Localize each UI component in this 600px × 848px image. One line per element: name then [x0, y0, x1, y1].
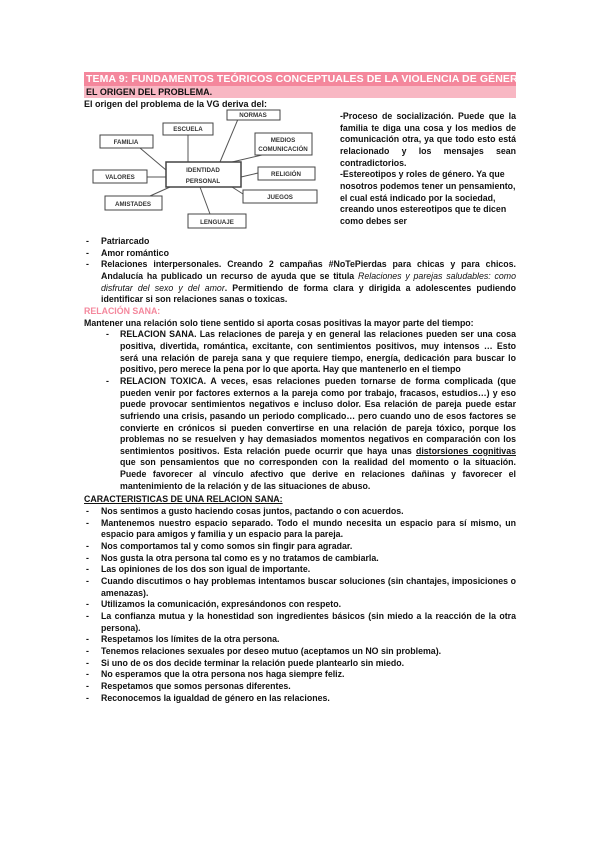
socialization-paragraph: -Proceso de socialización. Puede que la familia te diga una cosa y los medios de comunicación otra, ya que todo esto está relacionado y los mensajes sean contradictorios.	[340, 111, 516, 168]
underlined-term: distorsiones cognitivas	[415, 445, 516, 456]
label-escuela: ESCUELA	[173, 126, 203, 133]
text: que son pensamientos que no corresponden con la realidad del momento o la situación. Puede favorecer al vínculo afectivo que derive en relaciones dañinas y favorecer el mantenimiento de la relación y de las situaciones de abuso.	[120, 457, 516, 491]
section-subtitle: EL ORIGEN DEL PROBLEMA.	[84, 86, 516, 98]
label-lenguaje: LENGUAJE	[200, 219, 234, 226]
text: RELACION TOXICA. A veces, esas relaciones pueden tornarse de forma complicada (que pueden venir por factores externos a la pareja como por trabajo, fracasos, estudios…) y eso puede provocar sentimientos negativos e incluso dolor. Esa relación de pareja puede estar sufriendo una crisis, pasando un periodo complicado… pero cuando uno de esos factores se convierte en crónicos si pueden convertirse en una relación de pareja tóxico, porque los problemas no se resuelven y hay demasiados momentos negativos en comparación con los sentimientos positivos. Esta relación puede ocurrir que haya unas	[120, 375, 516, 456]
list-item: - Mantenemos nuestro espacio separado. Todo el mundo necesita un espacio para sí mismo, un espacio para amigos y familia y un espacio para la pareja.	[84, 518, 516, 541]
list-item: - Amor romántico	[84, 248, 516, 260]
list-item: - Nos gusta la otra persona tal como es y no tratamos de cambiarla.	[84, 553, 516, 565]
label-valores: VALORES	[105, 174, 135, 181]
list-item: - Reconocemos la igualdad de género en las relaciones.	[84, 693, 516, 705]
list-item: - Patriarcado	[84, 236, 516, 248]
list-item: - Tenemos relaciones sexuales por deseo mutuo (aceptamos un NO sin problema).	[84, 646, 516, 658]
list-item: - Las opiniones de los dos son igual de importante.	[84, 564, 516, 576]
list-item: - Cuando discutimos o hay problemas intentamos buscar soluciones (sin chantajes, imposiciones o amenazas).	[84, 576, 516, 599]
list-item	[84, 376, 516, 493]
list-item: - Nos sentimos a gusto haciendo cosas juntos, pactando o con acuerdos.	[84, 506, 516, 518]
list-item: - RELACION SANA. Las relaciones de pareja y en general las relaciones pueden ser una cosa positiva, divertida, romántica, excitante, con sentimientos positivos, muy intensos … Esto será una relación de pareja sana y que requiere tiempo, energía, dedicación para buscar lo positivo, pero merece la pena por lo que aporta. Hay que mantenerlo en el tiempo	[84, 329, 516, 376]
list-item: - Si uno de os dos decide terminar la relación puede plantearlo sin miedo.	[84, 658, 516, 670]
sana-heading: RELACIÓN SANA:	[84, 305, 161, 316]
label-identidad: IDENTIDAD	[186, 167, 220, 174]
label-familia: FAMILIA	[113, 139, 139, 146]
origin-intro: El origen del problema de la VG deriva del:	[84, 99, 268, 109]
label-religion: RELIGIÓN	[271, 171, 301, 178]
sana-intro: Mantener una relación solo tiene sentido si aporta cosas positivas la mayor parte del tiempo:	[84, 317, 474, 328]
socialization-notes	[340, 111, 516, 228]
caracteristicas-heading: CARACTERISTICAS DE UNA RELACION SANA:	[84, 494, 283, 505]
stereotypes-paragraph: -Estereotipos y roles de género. Ya que nosotros podemos tener un pensamiento, el cual está indicado por la sociedad, creando unos estereotipos que te dicen como debes ser	[340, 169, 516, 226]
label-medios: MEDIOS	[270, 137, 296, 144]
label-comunicacion: COMUNICACIÓN	[258, 146, 308, 153]
list-item: - Respetamos que somos personas diferentes.	[84, 681, 516, 693]
label-juegos: JUEGOS	[267, 194, 293, 201]
main-content	[84, 236, 516, 704]
text: Relaciones interpersonales. Creando 2 campañas #NoTePierdas para chicas y para chicos. Andalucía ha publicado un recurso de ayuda que se titula	[101, 259, 516, 281]
identity-diagram	[84, 108, 329, 238]
list-item: - No esperamos que la otra persona nos haga siempre feliz.	[84, 669, 516, 681]
text: . Permitiendo de forma clara y dirigida a adolescentes pudiendo identificar si son relaciones sanas o toxicas.	[101, 282, 516, 305]
origin-list	[84, 236, 516, 306]
caracteristicas-list	[84, 506, 516, 704]
list-item: - Respetamos los límites de la otra persona.	[84, 634, 516, 646]
label-normas: NORMAS	[239, 112, 267, 119]
list-item: - La confianza mutua y la honestidad son ingredientes básicos (sin miedo a la reacción de la otra persona).	[84, 611, 516, 634]
list-item: - Nos comportamos tal y como somos sin fingir para agradar.	[84, 541, 516, 553]
list-item: - Utilizamos la comunicación, expresándonos con respeto.	[84, 599, 516, 611]
label-amistades: AMISTADES	[115, 201, 151, 208]
label-personal: PERSONAL	[185, 178, 221, 185]
relation-types-list	[84, 329, 516, 492]
document-title: TEMA 9: FUNDAMENTOS TEÓRICOS CONCEPTUALES DE LA VIOLENCIA DE GÉNERO	[86, 73, 526, 85]
resource-title: Relaciones y parejas saludables: como disfrutar del sexo y del amor	[101, 270, 517, 293]
list-item	[84, 259, 516, 306]
